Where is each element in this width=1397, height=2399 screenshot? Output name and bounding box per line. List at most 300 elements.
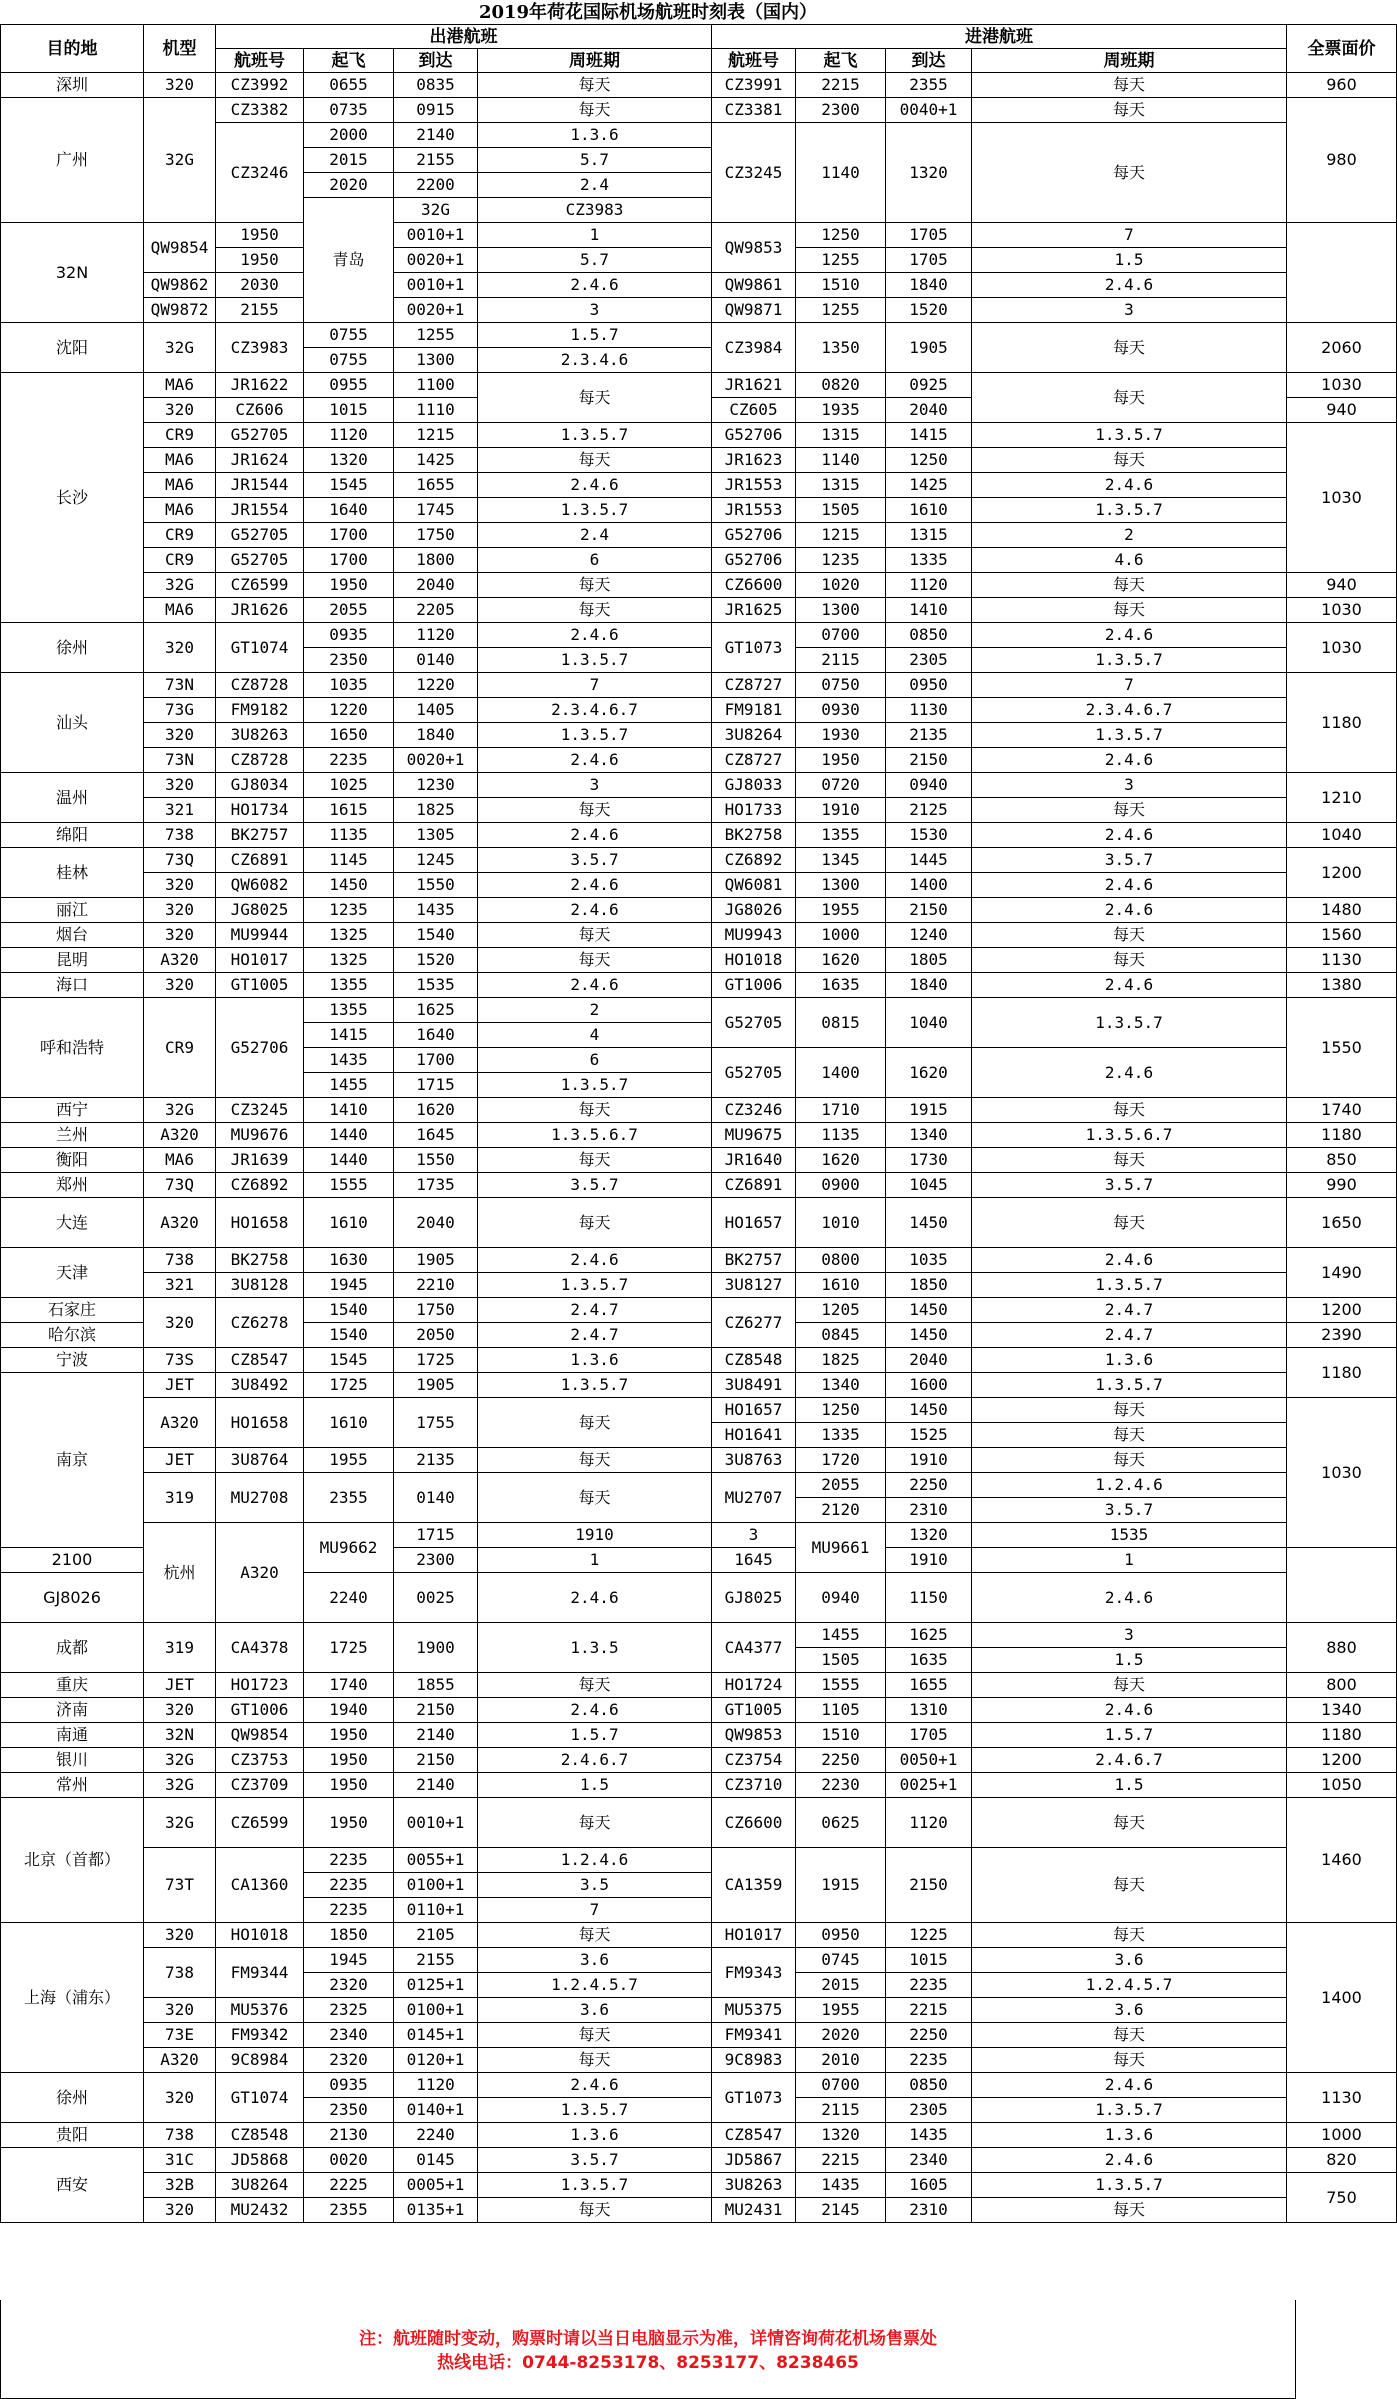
aircraft-cell: A320 — [144, 1198, 216, 1248]
out-depart-cell: 1410 — [304, 1098, 394, 1123]
in-arrive-cell: 0940 — [886, 773, 972, 798]
out-depart-cell: 1025 — [304, 773, 394, 798]
out-days-cell: 1.3.5.7 — [478, 1073, 712, 1098]
out-days-cell: 2.4.6 — [478, 473, 712, 498]
out-flight-cell: MU9944 — [216, 923, 304, 948]
in-days-cell: 1.5.7 — [972, 1723, 1287, 1748]
aircraft-cell: 73S — [144, 1348, 216, 1373]
in-flight-cell: CZ6277 — [712, 1298, 796, 1348]
destination-cell: 西宁 — [1, 1098, 144, 1123]
destination-cell: GJ8026 — [1, 1573, 144, 1623]
table-row — [1, 1848, 1397, 1873]
in-arrive-cell: 1450 — [886, 1198, 972, 1248]
in-flight-cell: JR1621 — [712, 373, 796, 398]
out-arrive-cell: 2155 — [394, 1948, 478, 1973]
in-depart-cell: 0930 — [796, 698, 886, 723]
in-days-cell: 1.5 — [972, 1648, 1287, 1673]
table-row — [1, 2148, 1397, 2173]
out-flight-cell: GT1074 — [216, 2073, 304, 2123]
out-flight-cell: 1950 — [216, 248, 304, 273]
destination-cell: 沈阳 — [1, 323, 144, 373]
in-flight-cell: CZ3991 — [712, 73, 796, 98]
out-flight-cell: CZ6278 — [216, 1298, 304, 1348]
in-depart-cell: 1105 — [796, 1698, 886, 1723]
in-flight-cell: CZ6600 — [712, 573, 796, 598]
out-days-cell: 4 — [478, 1023, 712, 1048]
aircraft-cell: 32G — [144, 573, 216, 598]
out-flight-cell: HO1658 — [216, 1398, 304, 1448]
table-row — [1, 873, 1397, 898]
aircraft-cell: 738 — [144, 1948, 216, 1998]
out-depart-cell: 0755 — [304, 348, 394, 373]
fare-cell: 1180 — [1287, 673, 1397, 773]
footer-notice: 注：航班随时变动，购票时请以当日电脑显示为准，详情咨询荷花机场售票处 — [359, 2329, 937, 2349]
out-days-cell: 每天 — [478, 373, 712, 423]
out-days-cell: 每天 — [478, 598, 712, 623]
in-days-cell: 2.4.6 — [972, 898, 1287, 923]
aircraft-cell: MA6 — [144, 448, 216, 473]
out-flight-cell: GJ8034 — [216, 773, 304, 798]
in-flight-cell: FM9341 — [712, 2023, 796, 2048]
in-flight-cell: JR1625 — [712, 598, 796, 623]
aircraft-cell: JET — [144, 1373, 216, 1398]
table-row — [1, 923, 1397, 948]
table-row — [1, 723, 1397, 748]
in-depart-cell: 1250 — [796, 223, 886, 248]
in-arrive-cell: 0040+1 — [886, 98, 972, 123]
in-flight-cell: FM9343 — [712, 1948, 796, 1998]
in-days-cell: 1.3.5.7 — [972, 498, 1287, 523]
in-days-cell: 3.6 — [972, 1998, 1287, 2023]
out-arrive-cell: 1305 — [394, 823, 478, 848]
in-depart-cell: 1505 — [796, 498, 886, 523]
fare-cell: 1200 — [1287, 848, 1397, 898]
out-flight-cell: MU5376 — [216, 1998, 304, 2023]
table-row — [1, 848, 1397, 873]
out-depart-cell: 1450 — [304, 873, 394, 898]
aircraft-cell: 31C — [144, 2148, 216, 2173]
fare-cell: 820 — [1287, 2148, 1397, 2173]
in-flight-cell: CZ605 — [712, 398, 796, 423]
in-arrive-cell: 1450 — [886, 1298, 972, 1323]
out-days-cell: 1 — [478, 1548, 712, 1573]
out-arrive-cell: 0100+1 — [394, 1873, 478, 1898]
in-depart-cell: MU9661 — [796, 1523, 886, 1573]
out-days-cell: 每天 — [478, 1198, 712, 1248]
out-arrive-cell: 1905 — [394, 1248, 478, 1273]
in-arrive-cell: 1730 — [886, 1148, 972, 1173]
out-days-cell: 1.2.4.5.7 — [478, 1973, 712, 1998]
destination-cell: 贵阳 — [1, 2123, 144, 2148]
out-depart-cell: 1700 — [304, 523, 394, 548]
table-row — [1, 1773, 1397, 1798]
header-fare: 全票面价 — [1287, 25, 1397, 73]
in-flight-cell: 3U8127 — [712, 1273, 796, 1298]
out-depart-cell: 青岛 — [304, 198, 394, 323]
in-flight-cell: JR1640 — [712, 1148, 796, 1173]
destination-cell: 丽江 — [1, 898, 144, 923]
header-in-days: 周班期 — [972, 49, 1287, 73]
in-arrive-cell: 1705 — [886, 223, 972, 248]
in-flight-cell: GT1005 — [712, 1698, 796, 1723]
in-days-cell: 每天 — [972, 1448, 1287, 1473]
in-flight-cell: 1645 — [712, 1548, 796, 1573]
out-flight-cell: HO1018 — [216, 1923, 304, 1948]
out-days-cell: 3.5.7 — [478, 2148, 712, 2173]
in-depart-cell: 0700 — [796, 623, 886, 648]
destination-cell: 广州 — [1, 98, 144, 223]
in-flight-cell: BK2757 — [712, 1248, 796, 1273]
out-depart-cell: 2225 — [304, 2173, 394, 2198]
in-days-cell: 1.3.5.7 — [972, 648, 1287, 673]
destination-cell: 温州 — [1, 773, 144, 823]
in-flight-cell: CZ6891 — [712, 1173, 796, 1198]
in-days-cell: 2.4.6 — [972, 2073, 1287, 2098]
out-arrive-cell: 1645 — [394, 1123, 478, 1148]
in-arrive-cell: 1045 — [886, 1173, 972, 1198]
aircraft-cell: MA6 — [144, 498, 216, 523]
in-flight-cell: CZ8548 — [712, 1348, 796, 1373]
fare-cell: 1030 — [1287, 423, 1397, 573]
table-row — [1, 573, 1397, 598]
fare-cell: 1180 — [1287, 1723, 1397, 1748]
table-row — [1, 1248, 1397, 1273]
out-days-cell: 2.4 — [478, 173, 712, 198]
in-arrive-cell: 1905 — [886, 323, 972, 373]
in-arrive-cell: 1035 — [886, 1248, 972, 1273]
destination-cell: 天津 — [1, 1248, 144, 1298]
in-flight-cell: MU2707 — [712, 1473, 796, 1523]
destination-cell: 昆明 — [1, 948, 144, 973]
in-flight-cell: CZ6600 — [712, 1798, 796, 1848]
out-depart-cell: 1650 — [304, 723, 394, 748]
out-depart-cell: 1325 — [304, 948, 394, 973]
out-days-cell: CZ3983 — [478, 198, 712, 223]
in-days-cell: 2.4.6 — [972, 1573, 1287, 1623]
in-depart-cell: 1215 — [796, 523, 886, 548]
out-arrive-cell: 1855 — [394, 1673, 478, 1698]
out-days-cell: 3 — [478, 298, 712, 323]
out-flight-cell: HO1017 — [216, 948, 304, 973]
out-arrive-cell: 32G — [394, 198, 478, 223]
in-depart-cell: 1510 — [796, 273, 886, 298]
out-days-cell: 每天 — [478, 1473, 712, 1523]
in-days-cell: 每天 — [972, 73, 1287, 98]
fare-cell: 1180 — [1287, 1123, 1397, 1148]
out-flight-cell: 2030 — [216, 273, 304, 298]
out-depart-cell: 1640 — [304, 498, 394, 523]
out-flight-cell: MU2432 — [216, 2198, 304, 2223]
in-days-cell: 1.5 — [972, 1773, 1287, 1798]
aircraft-cell: 32G — [144, 1773, 216, 1798]
destination-cell: 济南 — [1, 1698, 144, 1723]
out-flight-cell: JR1622 — [216, 373, 304, 398]
aircraft-cell: A320 — [144, 2048, 216, 2073]
out-depart-cell: 2130 — [304, 2123, 394, 2148]
aircraft-cell: 320 — [144, 773, 216, 798]
out-arrive-cell: 0020+1 — [394, 748, 478, 773]
out-depart-cell: 1940 — [304, 1698, 394, 1723]
out-flight-cell: A320 — [216, 1523, 304, 1623]
out-days-cell: 2.4.6 — [478, 273, 712, 298]
fare-cell: 1050 — [1287, 1773, 1397, 1798]
in-days-cell: 1 — [972, 1548, 1287, 1573]
destination-cell: 呼和浩特 — [1, 998, 144, 1098]
out-flight-cell: JR1624 — [216, 448, 304, 473]
out-arrive-cell: 1640 — [394, 1023, 478, 1048]
out-depart-cell: 1455 — [304, 1073, 394, 1098]
in-arrive-cell: 1400 — [886, 873, 972, 898]
table-row — [1, 1173, 1397, 1198]
out-days-cell: 1.2.4.6 — [478, 1848, 712, 1873]
in-flight-cell: CA1359 — [712, 1848, 796, 1923]
in-arrive-cell: 2355 — [886, 73, 972, 98]
aircraft-cell: QW9872 — [144, 298, 216, 323]
table-row — [1, 748, 1397, 773]
out-days-cell: 3 — [478, 773, 712, 798]
in-days-cell: 2.4.6 — [972, 623, 1287, 648]
in-days-cell: 2.4.6 — [972, 973, 1287, 998]
in-arrive-cell: 1915 — [886, 1098, 972, 1123]
in-arrive-cell: 1320 — [886, 123, 972, 223]
out-arrive-cell: 2200 — [394, 173, 478, 198]
fare-cell: 1130 — [1287, 948, 1397, 973]
table-row — [1, 523, 1397, 548]
aircraft-cell: 320 — [144, 723, 216, 748]
out-days-cell: 每天 — [478, 1923, 712, 1948]
out-arrive-cell: 1625 — [394, 998, 478, 1023]
out-flight-cell: 3U8492 — [216, 1373, 304, 1398]
out-arrive-cell: 1700 — [394, 1048, 478, 1073]
aircraft-cell: 320 — [144, 873, 216, 898]
out-depart-cell: 2350 — [304, 2098, 394, 2123]
in-depart-cell: 2010 — [796, 2048, 886, 2073]
destination-cell: 徐州 — [1, 623, 144, 673]
out-arrive-cell: 0055+1 — [394, 1848, 478, 1873]
out-flight-cell: 3U8264 — [216, 2173, 304, 2198]
out-flight-cell: MU2708 — [216, 1473, 304, 1523]
aircraft-cell: 73Q — [144, 848, 216, 873]
out-depart-cell: 2235 — [304, 1873, 394, 1898]
in-flight-cell: 3U8491 — [712, 1373, 796, 1398]
destination-cell: 徐州 — [1, 2073, 144, 2123]
table-row — [1, 1198, 1397, 1223]
out-days-cell: 1.3.5.7 — [478, 2173, 712, 2198]
aircraft-cell: JET — [144, 1448, 216, 1473]
aircraft-cell: 32G — [144, 1098, 216, 1123]
out-depart-cell: 1850 — [304, 1923, 394, 1948]
aircraft-cell: 738 — [144, 823, 216, 848]
fare-cell: 940 — [1287, 573, 1397, 598]
out-flight-cell: BK2757 — [216, 823, 304, 848]
in-days-cell: 每天 — [972, 1198, 1287, 1248]
in-arrive-cell: 1910 — [886, 1548, 972, 1573]
out-depart-cell: 1015 — [304, 398, 394, 423]
out-depart-cell: 1220 — [304, 698, 394, 723]
in-days-cell: 每天 — [972, 923, 1287, 948]
table-row — [1, 373, 1397, 398]
out-days-cell: 每天 — [478, 573, 712, 598]
in-flight-cell: G52705 — [712, 998, 796, 1048]
out-arrive-cell: 2240 — [394, 2123, 478, 2148]
table-row — [1, 1698, 1397, 1723]
aircraft-cell: 320 — [144, 898, 216, 923]
out-days-cell: 每天 — [478, 798, 712, 823]
in-arrive-cell: 1120 — [886, 573, 972, 598]
in-depart-cell: 2055 — [796, 1473, 886, 1498]
in-days-cell: 2.4.6 — [972, 473, 1287, 498]
table-row — [1, 2123, 1397, 2148]
out-flight-cell: CZ6892 — [216, 1173, 304, 1198]
fare-cell: 1030 — [1287, 623, 1397, 673]
out-days-cell: 3.6 — [478, 1998, 712, 2023]
in-depart-cell: 1140 — [796, 123, 886, 223]
in-depart-cell: 0820 — [796, 373, 886, 398]
in-flight-cell: 3U8264 — [712, 723, 796, 748]
out-depart-cell: 2235 — [304, 1898, 394, 1923]
in-days-cell: 4.6 — [972, 548, 1287, 573]
in-depart-cell: 1620 — [796, 1148, 886, 1173]
destination-cell: 哈尔滨 — [1, 1323, 144, 1348]
in-flight-cell: GT1073 — [712, 623, 796, 673]
header-out-arrive: 到达 — [394, 49, 478, 73]
out-flight-cell: CZ6891 — [216, 848, 304, 873]
in-arrive-cell: 1525 — [886, 1423, 972, 1448]
out-depart-cell: 1610 — [304, 1398, 394, 1448]
in-flight-cell: CZ8727 — [712, 673, 796, 698]
in-arrive-cell: 2135 — [886, 723, 972, 748]
aircraft-cell: 73N — [144, 673, 216, 698]
fare-cell: 2060 — [1287, 323, 1397, 373]
out-days-cell: 2.4.6 — [478, 823, 712, 848]
in-arrive-cell: 1425 — [886, 473, 972, 498]
out-arrive-cell: 2040 — [394, 573, 478, 598]
table-row — [1, 323, 1397, 348]
in-arrive-cell: 2150 — [886, 898, 972, 923]
in-days-cell: 2.4.6 — [972, 1048, 1287, 1098]
in-arrive-cell: 1655 — [886, 1673, 972, 1698]
in-flight-cell: HO1641 — [712, 1423, 796, 1448]
table-row — [1, 2198, 1397, 2223]
out-arrive-cell: 0010+1 — [394, 223, 478, 248]
in-arrive-cell: 1450 — [886, 1323, 972, 1348]
out-depart-cell: 2240 — [304, 1573, 394, 1623]
out-arrive-cell: 1255 — [394, 323, 478, 348]
table-row — [1, 2048, 1397, 2073]
in-flight-cell: CZ3381 — [712, 98, 796, 123]
out-flight-cell: CZ3753 — [216, 1748, 304, 1773]
out-days-cell: 7 — [478, 673, 712, 698]
out-flight-cell: HO1734 — [216, 798, 304, 823]
in-flight-cell: HO1657 — [712, 1198, 796, 1248]
out-depart-cell: 1555 — [304, 1173, 394, 1198]
in-flight-cell: G52706 — [712, 523, 796, 548]
out-days-cell: 1.5.7 — [478, 1723, 712, 1748]
out-arrive-cell: 0135+1 — [394, 2198, 478, 2223]
in-days-cell: 2.3.4.6.7 — [972, 698, 1287, 723]
out-arrive-cell: 2140 — [394, 123, 478, 148]
flight-schedule-table — [0, 24, 1397, 2223]
table-row — [1, 1348, 1397, 1373]
table-row — [1, 1398, 1397, 1423]
in-flight-cell: MU9943 — [712, 923, 796, 948]
out-depart-cell: 1440 — [304, 1123, 394, 1148]
out-depart-cell: 2320 — [304, 1973, 394, 1998]
destination-cell: 上海（浦东） — [1, 1923, 144, 2073]
out-days-cell: 2.3.4.6.7 — [478, 698, 712, 723]
in-arrive-cell: 1240 — [886, 923, 972, 948]
out-flight-cell: CZ3382 — [216, 98, 304, 123]
in-days-cell: 3.6 — [972, 1948, 1287, 1973]
out-flight-cell: 3U8263 — [216, 723, 304, 748]
in-flight-cell: G52705 — [712, 1048, 796, 1098]
out-depart-cell: MU9662 — [304, 1523, 394, 1573]
in-depart-cell: 1955 — [796, 1998, 886, 2023]
aircraft-cell: 32G — [144, 1798, 216, 1848]
header-out-flight: 航班号 — [216, 49, 304, 73]
table-row — [1, 2173, 1397, 2198]
out-days-cell: 2 — [478, 998, 712, 1023]
out-arrive-cell: 1100 — [394, 373, 478, 398]
in-depart-cell: 1250 — [796, 1398, 886, 1423]
in-days-cell: 每天 — [972, 373, 1287, 423]
out-flight-cell: JR1544 — [216, 473, 304, 498]
in-days-cell: 每天 — [972, 98, 1287, 123]
out-flight-cell: CZ6599 — [216, 1798, 304, 1848]
fare-cell: 850 — [1287, 1148, 1397, 1173]
out-depart-cell: 1955 — [304, 1448, 394, 1473]
in-arrive-cell: 0050+1 — [886, 1748, 972, 1773]
out-days-cell: 6 — [478, 548, 712, 573]
in-arrive-cell: 2150 — [886, 1848, 972, 1923]
out-depart-cell: 1540 — [304, 1323, 394, 1348]
out-days-cell: 2.4.7 — [478, 1323, 712, 1348]
in-days-cell: 3.5.7 — [972, 1498, 1287, 1523]
out-flight-cell: 2155 — [216, 298, 304, 323]
in-arrive-cell: 1120 — [886, 1798, 972, 1848]
in-depart-cell: 1620 — [796, 948, 886, 973]
out-depart-cell: 1950 — [304, 573, 394, 598]
out-flight-cell: G52705 — [216, 423, 304, 448]
in-flight-cell: 3U8763 — [712, 1448, 796, 1473]
header-departures: 出港航班 — [216, 25, 712, 49]
out-flight-cell: QW6082 — [216, 873, 304, 898]
out-arrive-cell: 2140 — [394, 1773, 478, 1798]
out-flight-cell: MU9676 — [216, 1123, 304, 1148]
out-flight-cell: G52706 — [216, 998, 304, 1098]
out-flight-cell: FM9182 — [216, 698, 304, 723]
in-depart-cell: 1255 — [796, 298, 886, 323]
in-arrive-cell: 0025+1 — [886, 1773, 972, 1798]
aircraft-cell: 320 — [144, 1698, 216, 1723]
in-arrive-cell: 1250 — [886, 448, 972, 473]
out-arrive-cell: 1540 — [394, 923, 478, 948]
in-days-cell: 1.3.5.7 — [972, 1273, 1287, 1298]
out-arrive-cell: 1840 — [394, 723, 478, 748]
out-arrive-cell: 1715 — [394, 1523, 478, 1548]
in-depart-cell: 1140 — [796, 448, 886, 473]
table-row — [1, 2023, 1397, 2048]
aircraft-cell: 73E — [144, 2023, 216, 2048]
aircraft-cell: QW9854 — [144, 223, 216, 273]
fare-cell: 1380 — [1287, 973, 1397, 998]
destination-cell: 32N — [1, 223, 144, 323]
in-arrive-cell: 2310 — [886, 2198, 972, 2223]
out-days-cell: 每天 — [478, 2023, 712, 2048]
table-row — [1, 1673, 1397, 1698]
out-arrive-cell: 0025 — [394, 1573, 478, 1623]
out-days-cell: 2.4.7 — [478, 1298, 712, 1323]
